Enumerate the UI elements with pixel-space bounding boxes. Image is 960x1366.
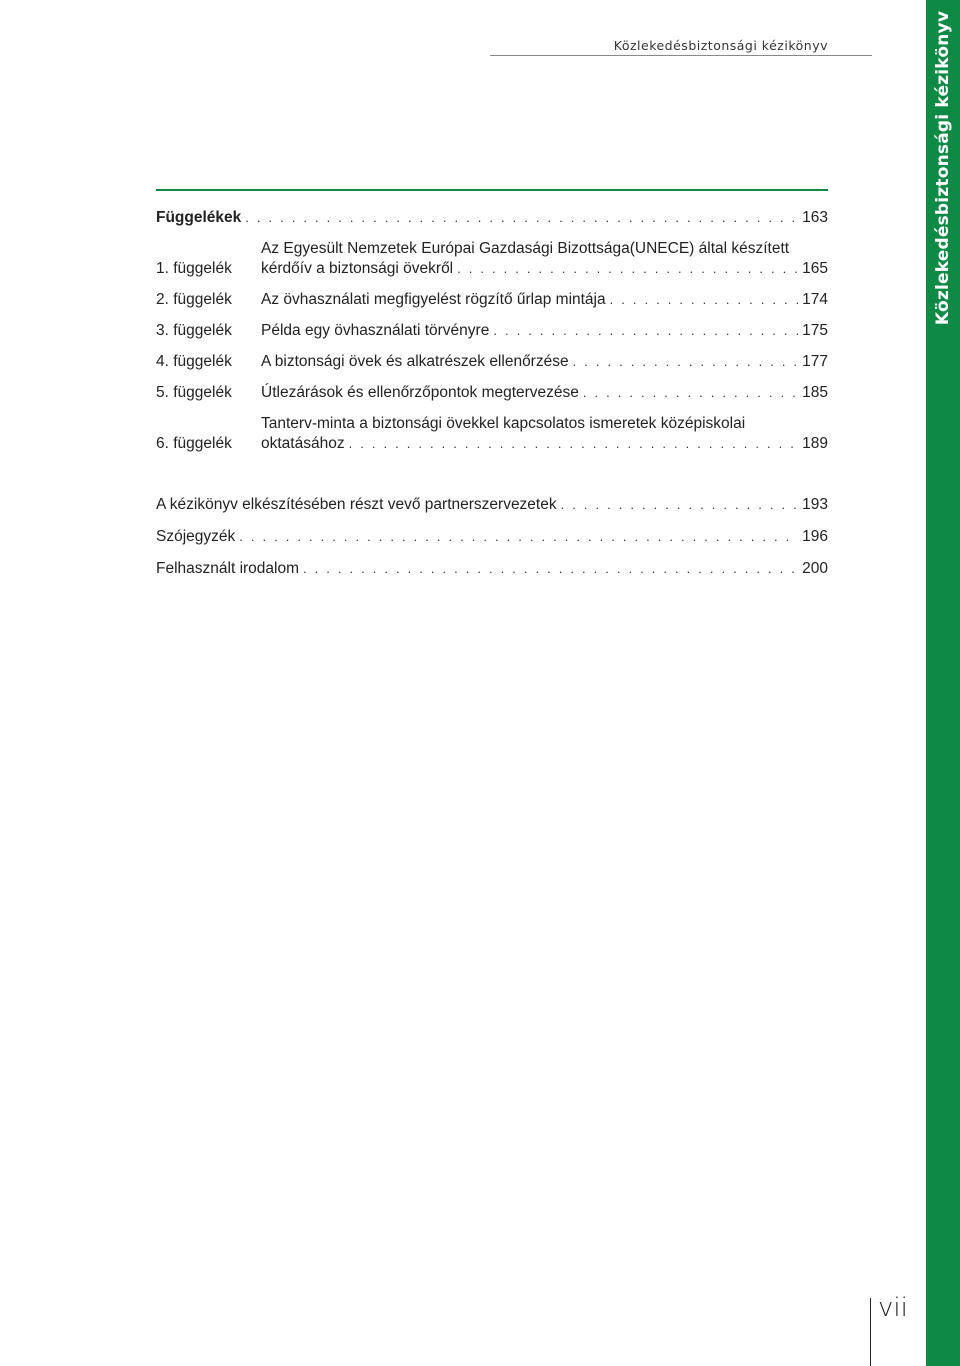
toc-entry-references[interactable] — [156, 559, 828, 579]
toc-entry-appendix-4[interactable] — [156, 352, 828, 372]
dot-leader — [457, 259, 798, 279]
toc-entry-title-line: Példa egy övhasználati törvényre — [261, 322, 490, 339]
toc-page-number: 177 — [802, 353, 828, 370]
toc-appendices-heading[interactable] — [156, 208, 828, 228]
toc-entry-appendix-3[interactable] — [156, 321, 828, 341]
toc-entry-glossary[interactable] — [156, 527, 828, 547]
side-strip — [926, 0, 960, 1366]
toc-entry-title-line: A biztonsági övek és alkatrészek ellenőrzése — [261, 353, 569, 370]
toc-page-number: 165 — [802, 260, 828, 277]
toc-entry-appendix-5[interactable] — [156, 383, 828, 403]
toc-page-number: 189 — [802, 435, 828, 452]
toc-entry-title-line: oktatásához — [261, 435, 345, 452]
toc-page-number: 193 — [802, 496, 828, 513]
toc-entry-appendix-1[interactable] — [156, 239, 828, 279]
toc-entry-appendix-2[interactable] — [156, 290, 828, 310]
toc-entry-partners[interactable] — [156, 495, 828, 515]
folio-rule — [870, 1298, 871, 1366]
toc-entry-appendix-6[interactable] — [156, 414, 828, 454]
dot-leader — [245, 208, 798, 228]
toc-entry-title-line: kérdőív a biztonsági övekről — [261, 260, 454, 277]
toc-page-number: 174 — [802, 291, 828, 308]
dot-leader — [573, 352, 799, 372]
toc-entry-label: 4. függelék — [156, 353, 232, 370]
toc-entry-title-line: Az övhasználati megfigyelést rögzítő űrlap mintája — [261, 291, 606, 308]
toc-page-number: 163 — [802, 209, 828, 226]
toc-entry-label: 5. függelék — [156, 384, 232, 401]
side-strip-title: Közlekedésbiztonsági kézikönyv — [933, 10, 953, 326]
toc-entry-title: A kézikönyv elkészítésében részt vevő partnerszervezetek — [156, 496, 557, 513]
dot-leader — [239, 527, 798, 547]
toc-entry-label: 2. függelék — [156, 291, 232, 308]
toc-entry-title-line: Tanterv-minta a biztonsági övekkel kapcsolatos ismeretek középiskolai — [261, 415, 746, 432]
toc-entry-title: Felhasznált irodalom — [156, 560, 300, 577]
toc-entry-label: 3. függelék — [156, 322, 232, 339]
toc-top-rule — [156, 189, 828, 191]
dot-leader — [610, 290, 799, 310]
toc-entry-title-line: Az Egyesült Nemzetek Európai Gazdasági Bizottsága(UNECE) által készített — [261, 240, 790, 257]
toc-entry-label: 6. függelék — [156, 435, 232, 452]
toc-page-number: 185 — [802, 384, 828, 401]
page-number: vii — [878, 1293, 908, 1323]
dot-leader — [561, 495, 799, 515]
running-header: Közlekedésbiztonsági kézikönyv — [613, 38, 828, 53]
toc-heading-title: Függelékek — [156, 209, 242, 226]
header-rule — [490, 55, 872, 56]
dot-leader — [493, 321, 798, 341]
toc-entry-title: Szójegyzék — [156, 528, 236, 545]
toc-entry-label: 1. függelék — [156, 260, 232, 277]
toc-page-number: 175 — [802, 322, 828, 339]
dot-leader — [303, 559, 798, 579]
toc-page-number: 200 — [802, 560, 828, 577]
dot-leader — [349, 434, 799, 454]
toc-page-number: 196 — [802, 528, 828, 545]
dot-leader — [583, 383, 798, 403]
toc-entry-title-line: Útlezárások és ellenőrzőpontok megtervezése — [261, 384, 579, 401]
